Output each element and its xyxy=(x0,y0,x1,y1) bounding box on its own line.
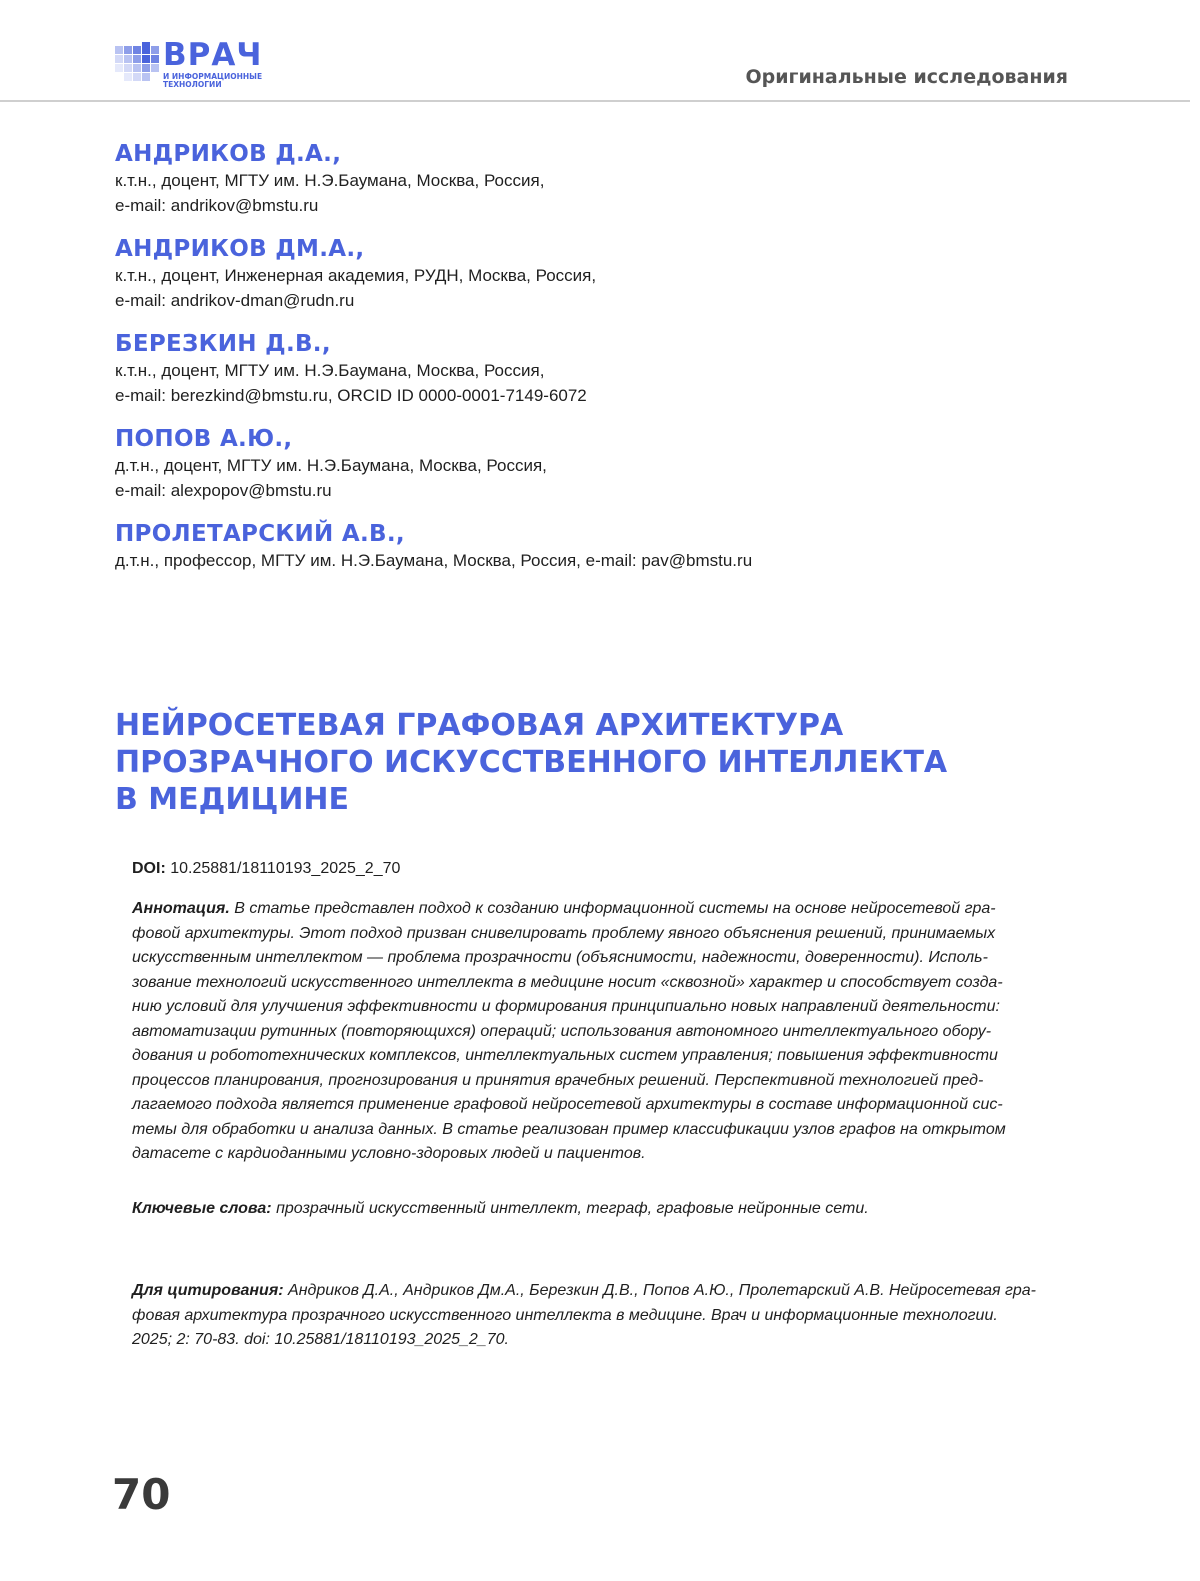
citation-line: фовая архитектура прозрачного искусственного интеллекта в медицине. Врач и информационные технологии. xyxy=(132,1306,998,1324)
author-name: ПРОЛЕТАРСКИЙ А.В., xyxy=(115,521,405,547)
author-affiliation: к.т.н., доцент, МГТУ им. Н.Э.Баумана, Москва, Россия, xyxy=(115,171,545,190)
author-name: ПОПОВ А.Ю., xyxy=(115,426,293,452)
keywords xyxy=(132,1197,1076,1221)
author-email: e-mail: berezkind@bmstu.ru, ORCID ID 0000-0001-7149-6072 xyxy=(115,386,587,405)
page-number: 70 xyxy=(112,1470,171,1519)
abstract-line: искусственным интеллектом — проблема прозрачности (объяснимости, надежности, доверенности). Исполь- xyxy=(132,949,988,966)
citation xyxy=(132,1279,1076,1353)
citation-label: Для цитирования: xyxy=(132,1282,284,1299)
author-name: БЕРЕЗКИН Д.В., xyxy=(115,331,331,357)
abstract-line: нию условий для улучшения эффективности и формирования принципиально новых направлений деятельности: xyxy=(132,998,1000,1015)
abstract-line: процессов планирования, прогнозирования и принятия врачебных решений. Перспективной технологией пред- xyxy=(132,1071,984,1089)
citation-line xyxy=(132,1279,1076,1304)
header-divider xyxy=(0,100,1190,102)
logo-title: ВРАЧ xyxy=(163,37,263,73)
author-name: АНДРИКОВ ДМ.А., xyxy=(115,236,365,262)
abstract-line: лагаемого подхода является применение графовой нейросетевой архитектуры в составе информационной сис- xyxy=(132,1096,1003,1113)
logo-subtitle xyxy=(163,73,293,89)
abstract-label: Аннотация. xyxy=(132,900,230,917)
doi-line xyxy=(132,858,1076,880)
citation-text: Андриков Д.А., Андриков Дм.А., Березкин Д.В., Попов А.Ю., Пролетарский А.В. Нейросетевая гра- xyxy=(288,1282,1036,1299)
author-affiliation: к.т.н., доцент, МГТУ им. Н.Э.Баумана, Москва, Россия, xyxy=(115,361,545,380)
author-entry xyxy=(115,520,1115,573)
author-email: e-mail: andrikov@bmstu.ru xyxy=(115,196,319,215)
doi-label: DOI: xyxy=(132,860,166,877)
keywords-label: Ключевые слова: xyxy=(132,1200,272,1217)
article-title-line: НЕЙРОСЕТЕВАЯ ГРАФОВАЯ АРХИТЕКТУРА xyxy=(115,708,844,743)
abstract-line: зование технологий искусственного интеллекта в медицине носит «сквозной» характер и способствует созда- xyxy=(132,973,1003,991)
page-header xyxy=(0,0,1200,102)
abstract-line: автоматизации рутинных (повторяющихся) операций; использования автономного интеллектуального обору- xyxy=(132,1022,992,1040)
doi-value: 10.25881/18110193_2025_2_70 xyxy=(170,860,401,877)
author-entry xyxy=(115,330,1115,408)
abstract-line: дования и робототехнических комплексов, интеллектуальных систем управления; повышения эффективности xyxy=(132,1047,998,1064)
keywords-text: прозрачный искусственный интеллект, теграф, графовые нейронные сети. xyxy=(276,1200,869,1217)
citation-line: 2025; 2: 70-83. doi: 10.25881/18110193_2025_2_70. xyxy=(132,1331,509,1348)
abstract-line xyxy=(132,897,1076,922)
logo-grid-icon xyxy=(115,42,159,86)
author-entry xyxy=(115,425,1115,503)
article-title xyxy=(115,707,1095,818)
author-email: e-mail: alexpopov@bmstu.ru xyxy=(115,481,332,500)
abstract-line: датасете с кардиоданными условно-здоровых людей и пациентов. xyxy=(132,1145,646,1162)
author-list xyxy=(115,140,1115,590)
author-entry xyxy=(115,140,1115,218)
article-title-line: ПРОЗРАЧНОГО ИСКУССТВЕННОГО ИНТЕЛЛЕКТА xyxy=(115,745,948,780)
abstract-line: темы для обработки и анализа данных. В статье реализован пример классификации узлов графов на открытом xyxy=(132,1120,1006,1138)
author-entry xyxy=(115,235,1115,313)
author-affiliation: д.т.н., доцент, МГТУ им. Н.Э.Баумана, Москва, Россия, xyxy=(115,456,547,475)
author-affiliation: к.т.н., доцент, Инженерная академия, РУДН, Москва, Россия, xyxy=(115,266,597,285)
article-title-line: В МЕДИЦИНЕ xyxy=(115,782,350,817)
author-email: e-mail: andrikov-dman@rudn.ru xyxy=(115,291,355,310)
logo-subtitle-line: И ИНФОРМАЦИОННЫЕ xyxy=(163,72,263,81)
abstract-line: фовой архитектуры. Этот подход призван снивелировать проблему явного объяснения решений, принимаемых xyxy=(132,924,996,942)
author-affiliation: д.т.н., профессор, МГТУ им. Н.Э.Баумана, Москва, Россия, e-mail: pav@bmstu.ru xyxy=(115,551,753,570)
journal-logo xyxy=(115,37,285,92)
abstract xyxy=(132,897,1076,1167)
author-name: АНДРИКОВ Д.А., xyxy=(115,141,342,167)
section-label: Оригинальные исследования xyxy=(745,66,1068,88)
abstract-text: В статье представлен подход к созданию информационной системы на основе нейросетевой гра- xyxy=(234,900,996,917)
logo-subtitle-line: ТЕХНОЛОГИИ xyxy=(163,80,222,89)
